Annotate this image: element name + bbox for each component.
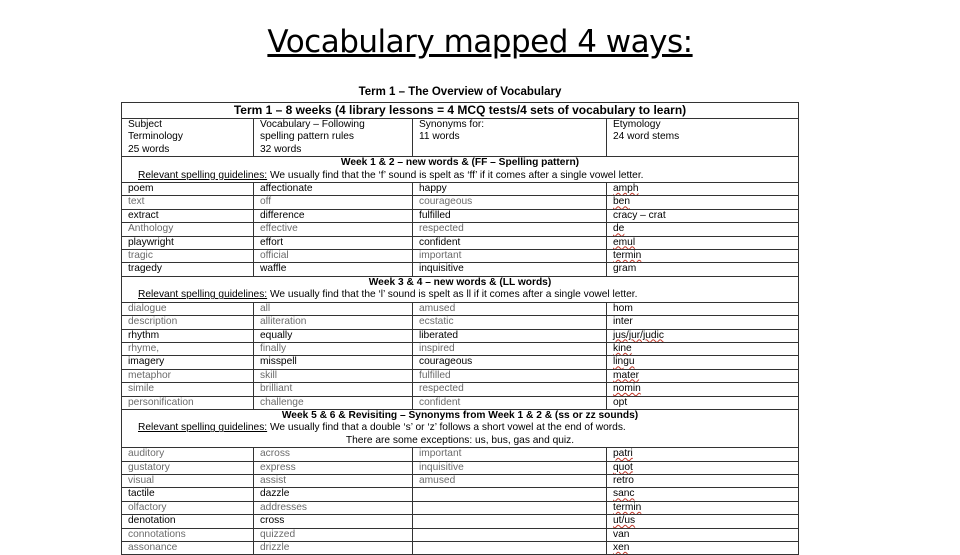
vocab-row-week-5-6: [122, 488, 799, 501]
word-stem-cell: xen: [607, 542, 799, 555]
term-overview-row: [122, 103, 799, 119]
vocab-row-week-3-4: [122, 342, 799, 355]
subject-term-cell: visual: [122, 474, 254, 487]
subject-term-cell: gustatory: [122, 461, 254, 474]
spelling-word-cell: addresses: [254, 501, 413, 514]
synonym-cell: amused: [413, 474, 607, 487]
word-stem-cell: mater: [607, 369, 799, 382]
synonym-cell: confident: [413, 236, 607, 249]
guideline-text: We usually find that a double ‘s’ or ‘z’ follows a short vowel at the end of words.: [267, 422, 626, 434]
word-stem-cell: lingu: [607, 356, 799, 369]
synonym-cell: ecstatic: [413, 316, 607, 329]
vocab-row-week-5-6: [122, 542, 799, 555]
vocab-row-week-3-4: [122, 383, 799, 396]
vocab-row-week-3-4: [122, 369, 799, 382]
header-synonyms: [413, 119, 607, 157]
word-stem-cell: jus/jur/judic: [607, 329, 799, 342]
word-stem-cell: ben: [607, 196, 799, 209]
word-stem-cell: kine: [607, 342, 799, 355]
spelling-word-cell: alliteration: [254, 316, 413, 329]
section-week-5-6: [122, 409, 799, 447]
synonym-cell: important: [413, 448, 607, 461]
synonym-cell: confident: [413, 396, 607, 409]
subject-term-cell: olfactory: [122, 501, 254, 514]
header-line: Vocabulary – Following: [260, 119, 365, 130]
word-stem-cell: amph: [607, 183, 799, 196]
vocab-row-week-3-4: [122, 396, 799, 409]
subject-term-cell: imagery: [122, 356, 254, 369]
section-guideline: [128, 422, 792, 434]
section-guideline: [128, 170, 792, 182]
guideline-label: Relevant spelling guidelines:: [138, 289, 268, 301]
vocabulary-table: [121, 102, 799, 555]
vocab-row-week-1-2: [122, 250, 799, 263]
spelling-word-cell: express: [254, 461, 413, 474]
synonym-cell: [413, 488, 607, 501]
subject-term-cell: rhyme,: [122, 342, 254, 355]
vocab-row-week-5-6: [122, 461, 799, 474]
section-guideline: [128, 289, 792, 301]
slide-title: Vocabulary mapped 4 ways:: [267, 24, 693, 60]
header-line: 32 words: [260, 143, 302, 155]
word-stem-cell: termin: [607, 250, 799, 263]
spelling-word-cell: finally: [254, 342, 413, 355]
vocab-row-week-5-6: [122, 474, 799, 487]
synonym-cell: courageous: [413, 196, 607, 209]
spelling-word-cell: effort: [254, 236, 413, 249]
section-guideline-exceptions: There are some exceptions: us, bus, gas and quiz.: [345, 434, 575, 446]
header-line: 24 word stems: [613, 131, 680, 143]
spelling-word-cell: skill: [254, 369, 413, 382]
header-line: spelling pattern rules: [260, 131, 355, 143]
spelling-word-cell: effective: [254, 223, 413, 236]
header-line: Etymology: [613, 119, 661, 130]
subject-term-cell: Anthology: [122, 223, 254, 236]
synonym-cell: inquisitive: [413, 263, 607, 276]
word-stem-cell: opt: [607, 396, 799, 409]
spelling-word-cell: drizzle: [254, 542, 413, 555]
vocab-row-week-1-2: [122, 183, 799, 196]
header-line: Terminology: [128, 131, 183, 143]
header-line: Synonyms for:: [419, 119, 485, 130]
guideline-text: We usually find that the ‘f’ sound is spelt as ‘ff’ if it comes after a single vowel letter.: [267, 169, 644, 181]
synonym-cell: important: [413, 250, 607, 263]
word-stem-cell: retro: [607, 474, 799, 487]
document-heading: Term 1 – The Overview of Vocabulary: [358, 86, 562, 98]
word-stem-cell: termin: [607, 501, 799, 514]
vocab-row-week-1-2: [122, 263, 799, 276]
synonym-cell: [413, 542, 607, 555]
word-stem-cell: nomin: [607, 383, 799, 396]
spelling-word-cell: affectionate: [254, 183, 413, 196]
section-row: [122, 276, 799, 302]
section-week-3-4: [122, 276, 799, 302]
subject-term-cell: description: [122, 316, 254, 329]
spelling-word-cell: all: [254, 302, 413, 315]
word-stem-cell: quot: [607, 461, 799, 474]
spelling-word-cell: quizzed: [254, 528, 413, 541]
subject-term-cell: metaphor: [122, 369, 254, 382]
spelling-word-cell: off: [254, 196, 413, 209]
spelling-word-cell: challenge: [254, 396, 413, 409]
synonym-cell: [413, 515, 607, 528]
subject-term-cell: rhythm: [122, 329, 254, 342]
spelling-word-cell: official: [254, 250, 413, 263]
synonym-cell: happy: [413, 183, 607, 196]
vocab-row-week-1-2: [122, 223, 799, 236]
subject-term-cell: text: [122, 196, 254, 209]
vocab-row-week-1-2: [122, 236, 799, 249]
spelling-word-cell: dazzle: [254, 488, 413, 501]
synonym-cell: courageous: [413, 356, 607, 369]
word-stem-cell: emul: [607, 236, 799, 249]
term-summary-cell: Term 1 – 8 weeks (4 library lessons = 4 MCQ tests/4 sets of vocabulary to learn): [122, 103, 799, 119]
header-subject-terminology: [122, 119, 254, 157]
subject-term-cell: playwright: [122, 236, 254, 249]
word-stem-cell: sanc: [607, 488, 799, 501]
word-stem-cell: inter: [607, 316, 799, 329]
subject-term-cell: extract: [122, 209, 254, 222]
vocab-row-week-1-2: [122, 196, 799, 209]
synonym-cell: inspired: [413, 342, 607, 355]
vocab-row-week-5-6: [122, 515, 799, 528]
section-row: [122, 157, 799, 183]
word-stem-cell: gram: [607, 263, 799, 276]
guideline-label: Relevant spelling guidelines:: [138, 169, 268, 181]
section-title: Week 1 & 2 – new words & (FF – Spelling pattern): [340, 157, 580, 169]
section-week-1-2: [122, 157, 799, 183]
word-stem-cell: ut/us: [607, 515, 799, 528]
vocab-row-week-3-4: [122, 316, 799, 329]
spelling-word-cell: waffle: [254, 263, 413, 276]
spelling-word-cell: assist: [254, 474, 413, 487]
spelling-word-cell: brilliant: [254, 383, 413, 396]
subject-term-cell: auditory: [122, 448, 254, 461]
word-stem-cell: hom: [607, 302, 799, 315]
vocab-row-week-5-6: [122, 448, 799, 461]
vocab-row-week-5-6: [122, 501, 799, 514]
synonym-cell: amused: [413, 302, 607, 315]
synonym-cell: inquisitive: [413, 461, 607, 474]
subject-term-cell: simile: [122, 383, 254, 396]
synonym-cell: fulfilled: [413, 369, 607, 382]
subject-term-cell: assonance: [122, 542, 254, 555]
spelling-word-cell: cross: [254, 515, 413, 528]
header-line: 11 words: [419, 131, 460, 143]
subject-term-cell: tactile: [122, 488, 254, 501]
header-vocabulary-spelling: [254, 119, 413, 157]
section-row: [122, 409, 799, 447]
word-stem-cell: van: [607, 528, 799, 541]
vocab-row-week-3-4: [122, 329, 799, 342]
subject-term-cell: poem: [122, 183, 254, 196]
synonym-cell: [413, 528, 607, 541]
guideline-label: Relevant spelling guidelines:: [138, 422, 268, 434]
synonym-cell: fulfilled: [413, 209, 607, 222]
section-title: Week 3 & 4 – new words & (LL words): [368, 276, 552, 288]
header-line: Subject: [128, 119, 162, 130]
header-line: 25 words: [128, 143, 170, 155]
subject-term-cell: dialogue: [122, 302, 254, 315]
vocab-row-week-3-4: [122, 356, 799, 369]
synonym-cell: liberated: [413, 329, 607, 342]
vocab-row-week-1-2: [122, 209, 799, 222]
word-stem-cell: de: [607, 223, 799, 236]
subject-term-cell: denotation: [122, 515, 254, 528]
vocab-row-week-3-4: [122, 302, 799, 315]
synonym-cell: [413, 501, 607, 514]
category-header-row: [122, 119, 799, 157]
synonym-cell: respected: [413, 223, 607, 236]
subject-term-cell: tragic: [122, 250, 254, 263]
header-etymology: [607, 119, 799, 157]
synonym-cell: respected: [413, 383, 607, 396]
guideline-text: We usually find that the ‘l’ sound is spelt as ll if it comes after a single vowel letter.: [267, 289, 638, 301]
section-title: Week 5 & 6 & Revisiting – Synonyms from Week 1 & 2 & (ss or zz sounds): [281, 409, 639, 421]
spelling-word-cell: misspell: [254, 356, 413, 369]
spelling-word-cell: across: [254, 448, 413, 461]
subject-term-cell: personification: [122, 396, 254, 409]
word-stem-cell: cracy – crat: [607, 209, 799, 222]
spelling-word-cell: difference: [254, 209, 413, 222]
vocab-row-week-5-6: [122, 528, 799, 541]
subject-term-cell: tragedy: [122, 263, 254, 276]
word-stem-cell: patri: [607, 448, 799, 461]
subject-term-cell: connotations: [122, 528, 254, 541]
spelling-word-cell: equally: [254, 329, 413, 342]
